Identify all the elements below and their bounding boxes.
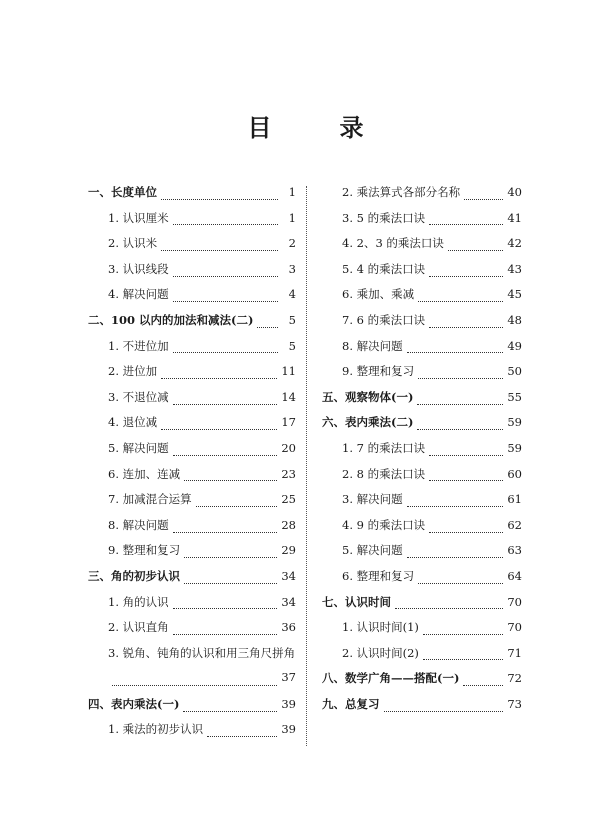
dot-leader <box>184 479 277 481</box>
toc-entry-label: 4. 退位减 <box>108 415 158 430</box>
toc-page-number: 42 <box>507 236 522 251</box>
toc-entry[interactable] <box>88 466 296 492</box>
dot-leader <box>161 249 278 251</box>
dot-leader <box>429 326 503 328</box>
toc-entry[interactable] <box>88 670 296 696</box>
toc-page-number: 4 <box>288 287 296 302</box>
toc-section-entry[interactable] <box>88 184 296 210</box>
toc-entry-label: 1. 认识时间(1) <box>342 620 419 635</box>
toc-entry-label: 2. 乘法算式各部分名称 <box>342 185 461 199</box>
toc-entry[interactable] <box>322 517 522 543</box>
dot-leader <box>417 428 503 430</box>
toc-entry[interactable] <box>88 261 296 287</box>
dot-leader <box>463 684 503 686</box>
toc-page-number: 59 <box>507 415 522 430</box>
toc-entry-label: 2. 认识直角 <box>108 620 169 635</box>
toc-page-number: 2 <box>288 236 296 251</box>
toc-page-number: 41 <box>507 210 522 225</box>
toc-entry[interactable] <box>88 414 296 440</box>
toc-entry[interactable] <box>322 491 522 517</box>
toc-entry[interactable] <box>88 338 296 364</box>
toc-entry-label: 5. 解决问题 <box>342 543 403 558</box>
toc-entry[interactable] <box>88 440 296 466</box>
toc-page-number: 64 <box>507 568 522 583</box>
toc-page-number: 23 <box>281 466 296 481</box>
dot-leader <box>423 658 503 660</box>
toc-entry[interactable] <box>322 363 522 389</box>
toc-entry-label: 9. 整理和复习 <box>342 364 415 379</box>
dot-leader <box>173 300 278 302</box>
dot-leader <box>429 531 503 533</box>
toc-entry[interactable] <box>88 542 296 568</box>
toc-entry[interactable] <box>322 440 522 466</box>
column-divider <box>306 186 307 746</box>
toc-entry-label: 2. 认识米 <box>108 236 158 251</box>
toc-page-number: 5 <box>288 312 296 327</box>
dot-leader <box>196 505 278 507</box>
dot-leader <box>161 377 277 379</box>
dot-leader <box>173 607 278 609</box>
toc-entry-label: 6. 乘加、乘减 <box>342 287 415 302</box>
toc-page-number: 43 <box>507 261 522 276</box>
toc-entry[interactable] <box>322 338 522 364</box>
toc-entry[interactable] <box>88 235 296 261</box>
toc-page-number: 39 <box>281 696 296 711</box>
dot-leader <box>173 223 278 225</box>
dot-leader <box>183 710 277 712</box>
toc-page-number: 20 <box>281 440 296 455</box>
toc-section-entry[interactable] <box>322 670 522 696</box>
toc-entry-label: 6. 整理和复习 <box>342 568 415 583</box>
toc-entry-label: 2. 8 的乘法口诀 <box>342 466 426 481</box>
toc-page-number: 55 <box>507 389 522 404</box>
toc-page-number: 11 <box>281 364 296 379</box>
toc-entry-label: 八、数学广角——搭配(一) <box>322 671 460 686</box>
toc-entry-label: 4. 9 的乘法口诀 <box>342 517 426 532</box>
toc-entry-label: 二、100 以内的加法和减法(二) <box>88 312 254 327</box>
toc-entry-label: 3. 5 的乘法口诀 <box>342 210 426 225</box>
toc-page-number: 59 <box>507 440 522 455</box>
toc-page-number: 72 <box>507 671 522 686</box>
toc-entry[interactable] <box>322 286 522 312</box>
toc-page-number: 29 <box>281 543 296 558</box>
toc-entry-label: 1. 不进位加 <box>108 338 169 353</box>
toc-section-entry[interactable] <box>88 312 296 338</box>
toc-page-number: 62 <box>507 517 522 532</box>
toc-page-number: 3 <box>288 261 296 276</box>
toc-page-number: 14 <box>281 389 296 404</box>
toc-right-column <box>322 184 522 721</box>
dot-leader <box>184 582 277 584</box>
toc-entry-label: 7. 6 的乘法口诀 <box>342 312 426 327</box>
toc-entry-label: 五、观察物体(一) <box>322 389 414 404</box>
toc-entry[interactable] <box>322 210 522 236</box>
toc-page-number: 17 <box>281 415 296 430</box>
toc-section-entry[interactable] <box>88 696 296 722</box>
dot-leader <box>429 275 503 277</box>
dot-leader <box>173 633 278 635</box>
toc-entry[interactable] <box>322 184 522 210</box>
toc-entry-label: 1. 认识厘米 <box>108 210 169 225</box>
toc-entry-label: 六、表内乘法(二) <box>322 415 414 430</box>
dot-leader <box>417 403 503 405</box>
toc-page-number: 25 <box>281 492 296 507</box>
toc-entry-label: 1. 7 的乘法口诀 <box>342 440 426 455</box>
dot-leader <box>407 505 504 507</box>
toc-entry[interactable] <box>88 619 296 645</box>
toc-entry[interactable] <box>88 721 296 747</box>
toc-left-column <box>88 184 296 747</box>
page-title: 目 录 <box>247 113 386 142</box>
dot-leader <box>173 403 278 405</box>
toc-entry[interactable] <box>322 568 522 594</box>
toc-page-number: 73 <box>507 696 522 711</box>
toc-entry-label: 七、认识时间 <box>322 594 391 609</box>
toc-entry[interactable] <box>88 363 296 389</box>
toc-entry[interactable] <box>322 542 522 568</box>
toc-entry-label: 9. 整理和复习 <box>108 543 181 558</box>
toc-section-entry[interactable] <box>322 696 522 722</box>
toc-entry-label: 2. 进位加 <box>108 364 158 379</box>
dot-leader <box>407 556 504 558</box>
dot-leader <box>384 710 504 712</box>
toc-page-number: 1 <box>288 185 296 199</box>
toc-entry[interactable] <box>88 517 296 543</box>
dot-leader <box>161 428 277 430</box>
toc-entry-label: 3. 认识线段 <box>108 261 169 276</box>
toc-entry-label: 三、角的初步认识 <box>88 568 180 583</box>
toc-page-number: 34 <box>281 594 296 609</box>
toc-entry-label: 4. 2、3 的乘法口诀 <box>342 236 444 251</box>
toc-entry-label: 7. 加减混合运算 <box>108 492 192 507</box>
dot-leader <box>395 607 503 609</box>
toc-page-number: 28 <box>281 517 296 532</box>
toc-page-number: 60 <box>507 466 522 481</box>
dot-leader <box>207 735 277 737</box>
toc-page-number: 50 <box>507 364 522 379</box>
dot-leader <box>429 454 503 456</box>
toc-entry[interactable] <box>322 466 522 492</box>
toc-entry[interactable] <box>88 594 296 620</box>
toc-page-number: 39 <box>281 722 296 737</box>
toc-page-number: 71 <box>507 645 522 660</box>
dot-leader <box>407 351 504 353</box>
toc-page-number: 37 <box>281 670 296 685</box>
toc-page-number: 34 <box>281 568 296 583</box>
toc-entry-label: 九、总复习 <box>322 696 380 711</box>
toc-entry[interactable] <box>88 286 296 312</box>
toc-section-entry[interactable] <box>322 414 522 440</box>
dot-leader <box>429 479 503 481</box>
dot-leader <box>161 198 278 200</box>
toc-page-number: 1 <box>288 210 296 225</box>
toc-page-number: 5 <box>288 338 296 353</box>
toc-entry-label: 1. 乘法的初步认识 <box>108 722 204 737</box>
toc-section-entry[interactable] <box>88 568 296 594</box>
dot-leader <box>423 633 503 635</box>
dot-leader <box>418 582 503 584</box>
toc-entry[interactable] <box>322 312 522 338</box>
toc-entry-label: 3. 解决问题 <box>342 492 403 507</box>
dot-leader <box>418 300 503 302</box>
toc-entry-label: 4. 解决问题 <box>108 287 169 302</box>
dot-leader <box>257 326 278 328</box>
toc-page-number: 40 <box>507 185 522 199</box>
toc-entry-label: 1. 角的认识 <box>108 594 169 609</box>
toc-entry-label: 5. 4 的乘法口诀 <box>342 261 426 276</box>
toc-page-number: 70 <box>507 594 522 609</box>
toc-page-number: 70 <box>507 620 522 635</box>
dot-leader <box>173 454 278 456</box>
toc-entry-label: 2. 认识时间(2) <box>342 645 419 660</box>
dot-leader <box>464 198 503 200</box>
toc-entry-label: 3. 锐角、钝角的认识和用三角尺拼角 <box>108 645 296 660</box>
toc-entry[interactable] <box>322 619 522 645</box>
toc-entry-label: 3. 不退位减 <box>108 389 169 404</box>
toc-entry[interactable] <box>88 389 296 415</box>
toc-entry[interactable] <box>322 235 522 261</box>
dot-leader <box>112 684 277 686</box>
toc-entry-label: 8. 解决问题 <box>342 338 403 353</box>
dot-leader <box>429 223 503 225</box>
toc-page-number: 49 <box>507 338 522 353</box>
toc-entry-label: 8. 解决问题 <box>108 517 169 532</box>
toc-page-number: 63 <box>507 543 522 558</box>
toc-page-number: 61 <box>507 492 522 507</box>
toc-entry[interactable] <box>88 210 296 236</box>
toc-page-number: 36 <box>281 620 296 635</box>
dot-leader <box>173 275 278 277</box>
toc-entry[interactable] <box>322 645 522 671</box>
dot-leader <box>448 249 503 251</box>
toc-entry-label: 5. 解决问题 <box>108 440 169 455</box>
toc-entry-label: 6. 连加、连减 <box>108 466 181 481</box>
dot-leader <box>418 377 503 379</box>
toc-page-number: 48 <box>507 312 522 327</box>
dot-leader <box>173 351 278 353</box>
toc-page-number: 45 <box>507 287 522 302</box>
toc-section-entry[interactable] <box>322 389 522 415</box>
toc-section-entry[interactable] <box>322 594 522 620</box>
toc-entry[interactable] <box>322 261 522 287</box>
toc-entry[interactable] <box>88 491 296 517</box>
dot-leader <box>184 556 277 558</box>
toc-entry-label: 一、长度单位 <box>88 185 157 199</box>
toc-entry-label: 四、表内乘法(一) <box>88 696 180 711</box>
dot-leader <box>173 531 278 533</box>
toc-entry[interactable] <box>88 645 296 671</box>
